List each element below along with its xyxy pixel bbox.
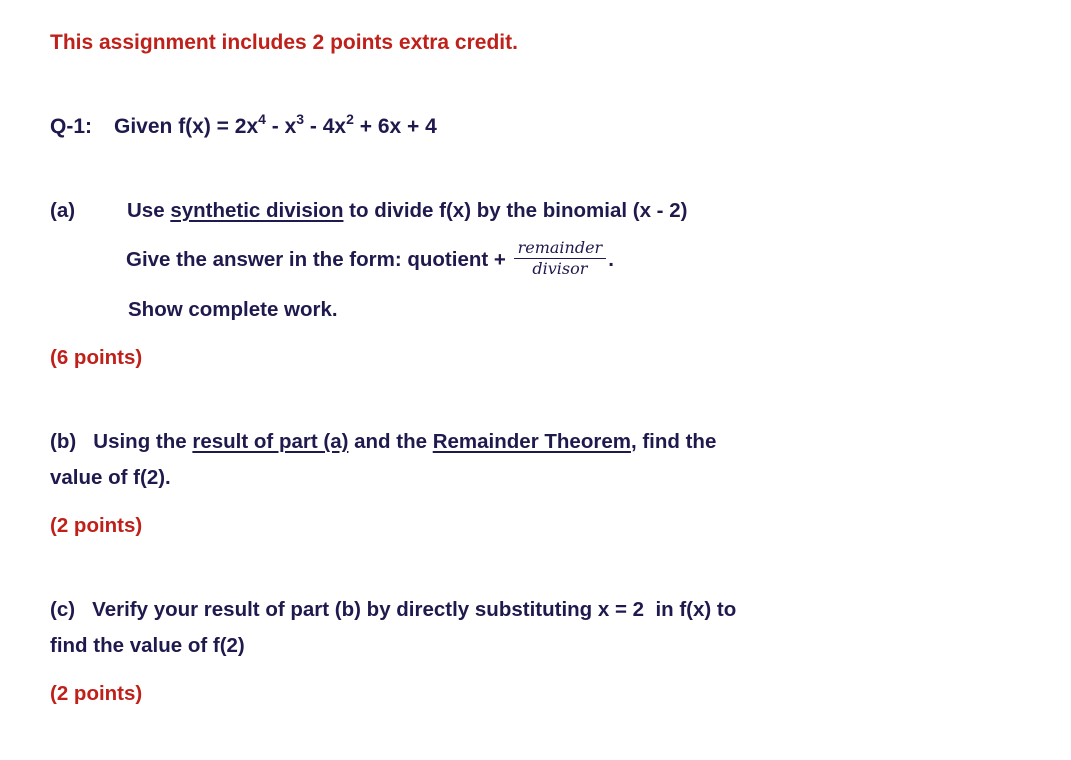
part-a-instruction: Use synthetic division to divide f(x) by the binomial (x - 2) bbox=[127, 199, 688, 222]
question-label: Q-1: bbox=[50, 115, 92, 138]
part-c-points: (2 points) bbox=[50, 682, 143, 705]
part-b-label: (b) bbox=[50, 430, 77, 453]
remainder-over-divisor-fraction: $\frac{\text{remainder}}{\text{divisor}}$ bbox=[514, 239, 607, 278]
part-b-line-2: value of f(2). bbox=[50, 466, 171, 489]
part-b-line-1: (b) Using the result of part (a) and the Remainder Theorem, find the bbox=[50, 430, 717, 453]
extra-credit-notice: This assignment includes 2 points extra credit. bbox=[50, 31, 518, 54]
part-c-label: (c) bbox=[50, 598, 76, 621]
synthetic-division-link[interactable]: synthetic division bbox=[170, 199, 344, 222]
function-definition: Given $f(x) = 2x^4 - x^3 - 4x^2 + 6x + 4$ bbox=[114, 111, 437, 138]
part-a-points: (6 points) bbox=[50, 346, 143, 369]
part-b-points: (2 points) bbox=[50, 514, 143, 537]
part-c-line-2: find the value of f(2) bbox=[50, 634, 245, 657]
part-a-answer-form: Give the answer in the form: quotient + $\frac{\text{remainder}}{\text{divisor}}$ . bbox=[126, 238, 614, 278]
remainder-theorem-link[interactable]: Remainder Theorem bbox=[432, 430, 631, 453]
show-work-instruction: Show complete work. bbox=[128, 298, 338, 321]
result-of-part-a-link[interactable]: result of part (a) bbox=[192, 430, 349, 453]
part-c-line-1: (c) Verify your result of part (b) by directly substituting x = 2 in f(x) to bbox=[50, 598, 737, 621]
question-1-line bbox=[50, 111, 437, 139]
part-a-label: (a) bbox=[50, 199, 76, 222]
